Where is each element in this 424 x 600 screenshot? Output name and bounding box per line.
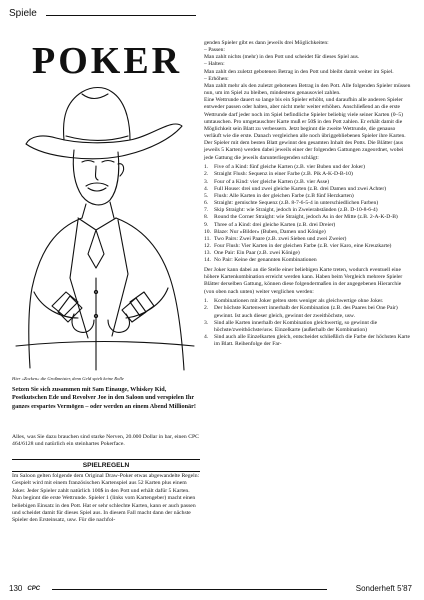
list-item: 13. One Pair: Ein Paar (z.B. zwei Könige) (204, 250, 300, 257)
list-item: 14. No Pair: Keine der genannten Kombinationen (204, 257, 317, 264)
cpc-logo: CPC (27, 585, 41, 592)
list-item: 11. Two Pairs: Zwei Paare (z.B. zwei Sieben und zwei Zweier) (204, 235, 347, 242)
betting-paragraph: Eine Wettrunde dauert so lange bis ein Spieler erhöht, und daraufhin alle anderen Spieler entweder passen oder halten, aber nicht mehr weiter erhöhen. Anschließend an die erste Wettrunde darf jeder noch im Spiel befindliche Spieler beliebig viele seiner Karten (0–5) umtauschen. Pro umgetauschter Karte muß er 50$ in den Pott zahlen. Er erhält damit die Möglichkeit sein Blatt zu verbessern. Jetzt beginnt die zweite Wettrunde, die genauso verläuft wie die erste. Danach vergleichen alle noch übriggebliebenen Spieler ihre Karten. Der Spieler mit dem besten Blatt gewinnt den gesamten Inhalt des Potts. Die Blätter (aus jeweils 5 Karten) werden dabei jeweils einer der folgenden Gattungen zugeordnet, wobei jede Gattung die jeweils darunterliegenden schlägt: (204, 97, 406, 161)
text-line: Man zahlt mehr als den zuletzt gebotenen Betrag in den Pott. Alle folgenden Spieler müssen nun, um im Spiel zu bleiben, mindestens genausoviel zahlen. (204, 82, 411, 97)
lead-paragraph: Setzen Sie sich zusammen mit Sam Einauge, Whiskey Kid, Postkutschen Ede und Revolver Joe in den Saloon und verspielen Ihr ganzes erspartes Vermögen – oder werden an einem Abend Millionär! (12, 386, 196, 410)
option-label: – Erhöhen: (204, 75, 229, 82)
tiebreak-list (204, 298, 412, 348)
cowboy-illustration (12, 78, 196, 376)
option-label: – Halten: (204, 61, 225, 68)
list-item: 4. Full House: drei und zwei gleiche Karten (z.B. drei Damen und zwei Achter) (204, 185, 387, 192)
footer-rule (52, 589, 327, 590)
illustration-caption: Hier »Zocken« die Großmeister, denn Geld spielt keine Rolle (12, 376, 124, 381)
text-line: Man zahlt nichts (mehr) in den Pott und scheidet für dieses Spiel aus. (204, 54, 360, 61)
list-item: 2. Straight Flush: Sequenz in einer Farbe (z.B. Pik A-K-D-B-10) (204, 171, 353, 178)
joker-paragraph: Der Joker kann dabei an die Stelle einer beliebigen Karte treten, wodurch eventuell eine höhere Kartenkombination erreicht werden kann. Haben beim Vergleich mehrere Spieler Blätter derselben Gattung, können diese folgendermaßen in der angegebenen Hierarchie (von oben nach unten) weiter verglichen werden: (204, 267, 403, 295)
list-item: 5. Flush: Alle Karten in der gleichen Farbe (z.B fünf Herzkarten) (204, 192, 354, 199)
list-item: 9. Three of a Kind: drei gleiche Karten (z.B. drei Dreier) (204, 221, 336, 228)
list-item: 12. Four Flush: Vier Karten in der gleichen Farbe (z.B. vier Karo, eine Kreuzkarte) (204, 242, 392, 249)
section-label: Spiele (9, 8, 37, 19)
rules-heading: SPIELREGELN (82, 462, 130, 469)
issue-label: Sonderheft 5'87 (355, 584, 412, 593)
rules-paragraph: Im Saloon gelten folgende dem Original Draw-Poker etwas abgewandelte Regeln: Gespielt wird mit einem französischen Kartenspiel aus 52 Karten plus einem Joker. Jeder Spieler zahlt natürlich 100$ in den Pott und erhält dafür 5 Karten. Nun beginnt die erste Wettrunde. Spieler 1 (links vom Kartengeber) macht einen beliebigen Einsatz in den Pott. Hat er sehr schlechte Karten, kann er auch passen und scheidet damit für dieses Spiel aus. In diesem Fall macht dann der nächste Spieler den Ersteinsatz, usw. Für die nachfol- (12, 473, 200, 524)
list-item: 10. Blaze: Nur »Bilder« (Buben, Damen und Könige) (204, 228, 326, 235)
right-column (204, 40, 412, 348)
text-line: genden Spieler gibt es dann jeweils drei Möglichkeiten: (204, 40, 329, 46)
list-item: 8. Round the Corner Straight: wie Straight, jedoch As in der Mitte (z.B. 2-A-K-D-B) (204, 214, 398, 221)
option-label: – Passen: (204, 47, 225, 54)
page-title: POKER (32, 40, 183, 82)
text-line: Man zahlt den zuletzt gebotenen Betrag in den Pott und bleibt damit weiter im Spiel. (204, 68, 394, 75)
list-item: 7. Skip Straight: wie Straight, jedoch in Zweierabständen (z.B. D-10-8-6-4) (204, 207, 378, 214)
list-item: 3. Sind alle Karten innerhalb der Kombination gleichwertig, so gewinnt die höchste/zweithöchste/usw. Einzelkarte (außerhalb der Kombination) (204, 319, 378, 333)
list-item: 2. Der höchste Kartenwert innerhalb der Kombination (z.B. des Paares bei One Pair) gewinnt. Ist auch dieser gleich, gewinnt der zweithöchste, usw. (204, 305, 398, 319)
list-item: 1. Five of a Kind: fünf gleiche Karten (z.B. vier Buben und der Joker) (204, 164, 365, 171)
page-number: 130 (9, 584, 23, 593)
rules-heading-box (12, 459, 200, 472)
hand-ranking-list (204, 164, 412, 264)
intro-paragraph: Alles, was Sie dazu brauchen sind starke Nerven, 20.000 Dollar in bar, einen CPC 464/6128 und natürlich ein steinhartes Pokerface. (12, 434, 199, 448)
list-item: 6. Straight: gemischte Sequenz (z.B. 8-7-6-5-4 in unterschiedlichen Farben) (204, 200, 379, 207)
list-item: 3. Four of a Kind: vier gleiche Karten (z.B. vier Asse) (204, 178, 330, 185)
list-item: 1. Kombinationen mit Joker gelten stets weniger als gleichwertige ohne Joker. (204, 298, 384, 305)
list-item: 4. Sind auch alle Einzelkarten gleich, entscheidet schließlich die Farbe der höchsten Karte im Blatt. Reihenfolge der Far- (204, 334, 411, 348)
page-footer-left (9, 584, 40, 593)
section-rule (46, 15, 196, 16)
